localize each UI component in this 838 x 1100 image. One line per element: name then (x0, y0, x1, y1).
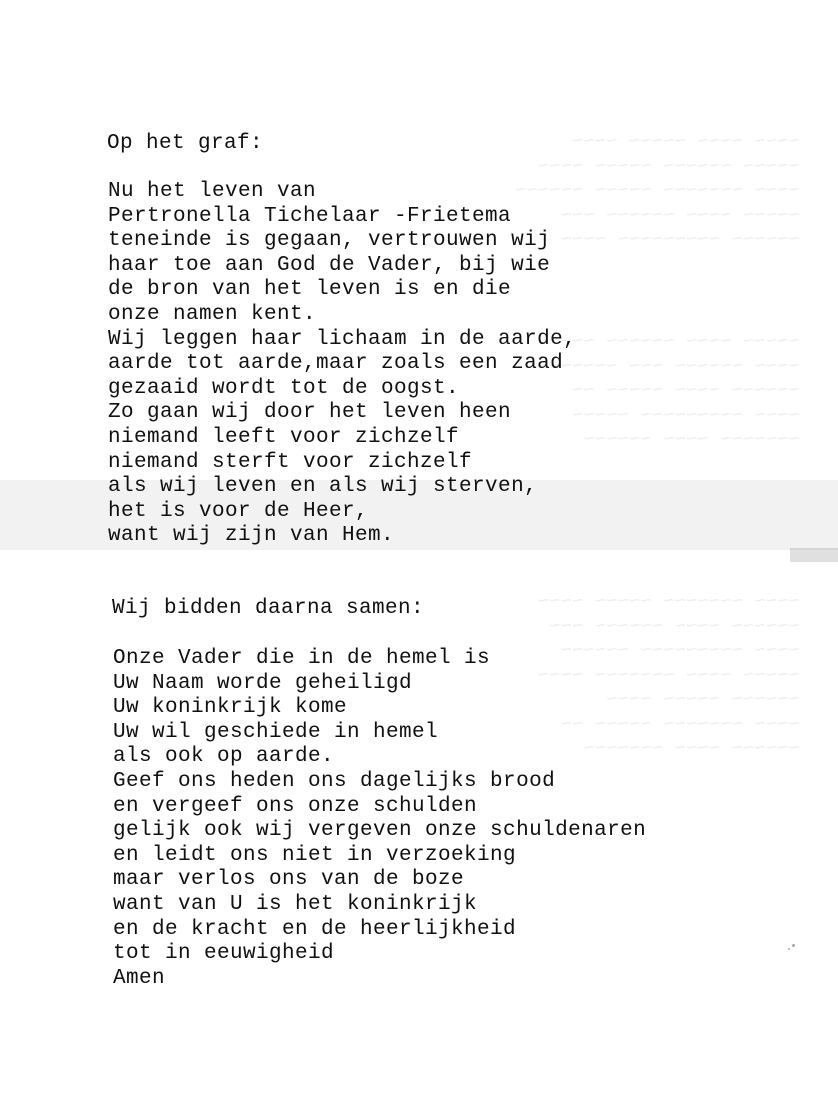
prayer-line: als ook op aarde. (113, 745, 335, 769)
prayer-line: want van U is het koninkrijk (113, 892, 478, 916)
lords-prayer-text (113, 647, 646, 991)
reverse-side-showthrough: ~~~~ ~~~~~~~ ~~~~~ ~~~~ ~~~~~~ ~~~~ ~~~~~~ ~~~ ~~~~ ~~~~~~~~~ ~~~~~~ ~~~~~ ~~~~ ~~~~~~~ ~~~~ ~~~~~~ ~~~~~ ~~~~ ~~~~ ~~~~~~~ ~~~~~ ~~ ~~~~~~ ~~~~ ~~~~~~~ (537, 591, 800, 760)
prayer-line: Uw koninkrijk kome (113, 696, 348, 720)
committal-line: Pertronella Tichelaar -Frietema (108, 204, 512, 228)
committal-line: teneinde is gegaan, vertrouwen wij (108, 229, 551, 253)
heading-wij-bidden: Wij bidden daarna samen: (112, 597, 425, 620)
scan-speck (788, 948, 790, 950)
committal-line: de bron van het leven is en die (108, 278, 512, 302)
committal-text (108, 180, 576, 549)
prayer-line: en vergeef ons onze schulden (113, 794, 478, 818)
prayer-line: gelijk ook wij vergeven onze schuldenaren (113, 819, 647, 843)
scan-edge-mark (790, 548, 838, 562)
committal-line: niemand leeft voor zichzelf (108, 425, 460, 449)
committal-line: niemand sterft voor zichzelf (108, 450, 473, 474)
committal-line: haar toe aan God de Vader, bij wie (108, 253, 551, 277)
prayer-line: Amen (113, 966, 166, 990)
committal-line: Zo gaan wij door het leven heen (108, 401, 512, 425)
committal-line: aarde tot aarde,maar zoals een zaad (108, 352, 564, 376)
prayer-line: en leidt ons niet in verzoeking (113, 843, 517, 867)
committal-line: Wij leggen haar lichaam in de aarde, (108, 327, 577, 351)
prayer-line: Uw Naam worde geheiligd (113, 671, 413, 695)
committal-line: als wij leven en als wij sterven, (108, 475, 538, 499)
committal-line: onze namen kent. (108, 302, 317, 326)
scan-speck (792, 944, 795, 947)
prayer-line: en de kracht en de heerlijkheid (113, 917, 517, 941)
reverse-side-showthrough: ~~~~~ ~~~~ ~~~~~~ ~~~~ ~~~~ ~~~~~~ ~~~ ~~~~~~~ ~~~~~~ ~~~~ ~~~~~ ~~ ~~~~ ~~~~~~~~~ ~~~~~ ~~~~~~~ ~~~~ ~~~~~~ (537, 331, 800, 451)
committal-line: want wij zijn van Hem. (108, 524, 395, 548)
committal-line: gezaaid wordt tot de oogst. (108, 376, 460, 400)
prayer-line: Uw wil geschiede in hemel (113, 720, 439, 744)
prayer-line: tot in eeuwigheid (113, 942, 335, 966)
prayer-line: Geef ons heden ons dagelijks brood (113, 769, 556, 793)
reverse-side-showthrough: ~~~~ ~~~~ ~~~~~ ~~~~ ~~~~~ ~~~~~~ ~~~~~ ~~~~ ~~~~ ~~~~~~~ ~~~~~ ~~~~~~ ~~~~~ ~~~~ ~~~~~~ ~~~ ~~~~~~ ~~~~~~~~~ ~~~~ (514, 131, 800, 251)
prayer-line: maar verlos ons van de boze (113, 868, 465, 892)
prayer-line: Onze Vader die in de hemel is (113, 647, 491, 670)
committal-line: Nu het leven van (108, 180, 317, 203)
heading-op-het-graf: Op het graf: (107, 132, 264, 155)
committal-line: het is voor de Heer, (108, 499, 369, 523)
